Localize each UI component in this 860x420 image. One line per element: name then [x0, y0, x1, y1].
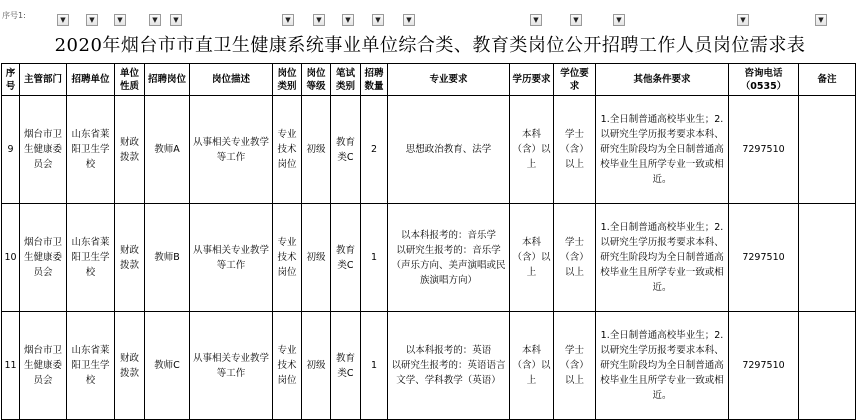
cell-other[interactable]: 1.全日制普通高校毕业生；2.以研究生学历报考要求本科、研究生阶段均为全日制普通高校毕业生且所学专业一致或相近。: [596, 96, 729, 204]
filter-dropdown-icon[interactable]: ▼: [282, 14, 294, 26]
header-major: 专业要求: [388, 64, 510, 96]
header-degree: 学位要求: [554, 64, 596, 96]
cell-exam[interactable]: 教育类C: [331, 312, 361, 420]
header-unit: 招聘单位: [67, 64, 115, 96]
header-post: 招聘岗位: [145, 64, 190, 96]
filter-dropdown-icon[interactable]: ▼: [737, 14, 749, 26]
cell-num[interactable]: 2: [361, 96, 388, 204]
cell-type[interactable]: 专业技术岗位: [273, 96, 302, 204]
filter-dropdown-icon[interactable]: ▼: [86, 14, 98, 26]
cell-dept[interactable]: 烟台市卫生健康委员会: [20, 96, 67, 204]
filter-dropdown-icon[interactable]: ▼: [313, 14, 325, 26]
cell-phone[interactable]: 7297510: [729, 96, 799, 204]
cell-edu[interactable]: 本科（含）以上: [510, 204, 554, 312]
cell-remark[interactable]: [799, 96, 856, 204]
header-row: [2, 64, 856, 96]
cell-unit[interactable]: 山东省莱阳卫生学校: [67, 312, 115, 420]
cell-degree[interactable]: 学士（含）以上: [554, 96, 596, 204]
cell-dept[interactable]: 烟台市卫生健康委员会: [20, 312, 67, 420]
cell-num[interactable]: 1: [361, 312, 388, 420]
cell-edu[interactable]: 本科（含）以上: [510, 312, 554, 420]
cell-edu[interactable]: 本科（含）以上: [510, 96, 554, 204]
cell-post[interactable]: 教师B: [145, 204, 190, 312]
page-title: 2020年烟台市市直卫生健康系统事业单位综合类、教育类岗位公开招聘工作人员岗位需求表: [54, 35, 806, 56]
header-phone-line2: （0535）: [740, 80, 787, 92]
cell-desc[interactable]: 从事相关专业教学等工作: [190, 204, 273, 312]
header-phone-line1: 咨询电话: [744, 67, 783, 79]
filter-dropdown-icon[interactable]: ▼: [372, 14, 384, 26]
filter-dropdown-icon[interactable]: ▼: [170, 14, 182, 26]
cell-exam[interactable]: 教育类C: [331, 96, 361, 204]
cell-desc[interactable]: 从事相关专业教学等工作: [190, 96, 273, 204]
cell-major[interactable]: 以本科报考的：英语 以研究生报考的：英语语言文学、学科教学（英语）: [388, 312, 510, 420]
cell-remark[interactable]: [799, 204, 856, 312]
cell-major[interactable]: 思想政治教育、法学: [388, 96, 510, 204]
cell-type[interactable]: 专业技术岗位: [273, 312, 302, 420]
header-remark: 备注: [799, 64, 856, 96]
cell-exam[interactable]: 教育类C: [331, 204, 361, 312]
cell-degree[interactable]: 学士（含）以上: [554, 204, 596, 312]
cell-num[interactable]: 1: [361, 204, 388, 312]
cell-level[interactable]: 初级: [302, 96, 331, 204]
table-row: [2, 312, 856, 420]
cell-nature[interactable]: 财政拨款: [115, 312, 145, 420]
cell-seq[interactable]: 9: [2, 96, 20, 204]
filter-dropdown-icon[interactable]: ▼: [570, 14, 582, 26]
cell-phone[interactable]: 7297510: [729, 312, 799, 420]
cell-level[interactable]: 初级: [302, 204, 331, 312]
header-dept: 主管部门: [20, 64, 67, 96]
cell-unit[interactable]: 山东省莱阳卫生学校: [67, 204, 115, 312]
header-seq: 序号: [2, 64, 20, 96]
cell-phone[interactable]: 7297510: [729, 204, 799, 312]
cell-dept[interactable]: 烟台市卫生健康委员会: [20, 204, 67, 312]
cell-post[interactable]: 教师A: [145, 96, 190, 204]
autofilter-row: [0, 0, 860, 27]
filter-dropdown-icon[interactable]: ▼: [342, 14, 354, 26]
header-edu: 学历要求: [510, 64, 554, 96]
cell-type[interactable]: 专业技术岗位: [273, 204, 302, 312]
cell-unit[interactable]: 山东省莱阳卫生学校: [67, 96, 115, 204]
table-row: [2, 96, 856, 204]
cell-other[interactable]: 1.全日制普通高校毕业生；2.以研究生学历报考要求本科、研究生阶段均为全日制普通高校毕业生且所学专业一致或相近。: [596, 312, 729, 420]
filter-dropdown-icon[interactable]: ▼: [403, 14, 415, 26]
cell-degree[interactable]: 学士（含）以上: [554, 312, 596, 420]
filter-dropdown-icon[interactable]: ▼: [613, 14, 625, 26]
filter-note: 序号1:: [2, 11, 26, 20]
header-type: 岗位类别: [273, 64, 302, 96]
header-level: 岗位等级: [302, 64, 331, 96]
header-desc: 岗位描述: [190, 64, 273, 96]
filter-dropdown-icon[interactable]: ▼: [149, 14, 161, 26]
filter-dropdown-icon[interactable]: ▼: [114, 14, 126, 26]
filter-dropdown-icon[interactable]: ▼: [530, 14, 542, 26]
header-exam: 笔试类别: [331, 64, 361, 96]
cell-major[interactable]: 以本科报考的：音乐学 以研究生报考的：音乐学（声乐方向、美声演唱或民族演唱方向）: [388, 204, 510, 312]
cell-post[interactable]: 教师C: [145, 312, 190, 420]
filter-dropdown-icon[interactable]: ▼: [57, 14, 69, 26]
cell-seq[interactable]: 10: [2, 204, 20, 312]
cell-nature[interactable]: 财政拨款: [115, 204, 145, 312]
header-num: 招聘数量: [361, 64, 388, 96]
header-phone: [729, 64, 799, 96]
table-row: [2, 204, 856, 312]
cell-other[interactable]: 1.全日制普通高校毕业生；2.以研究生学历报考要求本科、研究生阶段均为全日制普通高校毕业生且所学专业一致或相近。: [596, 204, 729, 312]
cell-remark[interactable]: [799, 312, 856, 420]
cell-level[interactable]: 初级: [302, 312, 331, 420]
header-nature: 单位性质: [115, 64, 145, 96]
cell-nature[interactable]: 财政拨款: [115, 96, 145, 204]
header-other: 其他条件要求: [596, 64, 729, 96]
recruitment-table: [1, 63, 856, 420]
filter-dropdown-icon[interactable]: ▼: [815, 14, 827, 26]
cell-seq[interactable]: 11: [2, 312, 20, 420]
cell-desc[interactable]: 从事相关专业教学等工作: [190, 312, 273, 420]
